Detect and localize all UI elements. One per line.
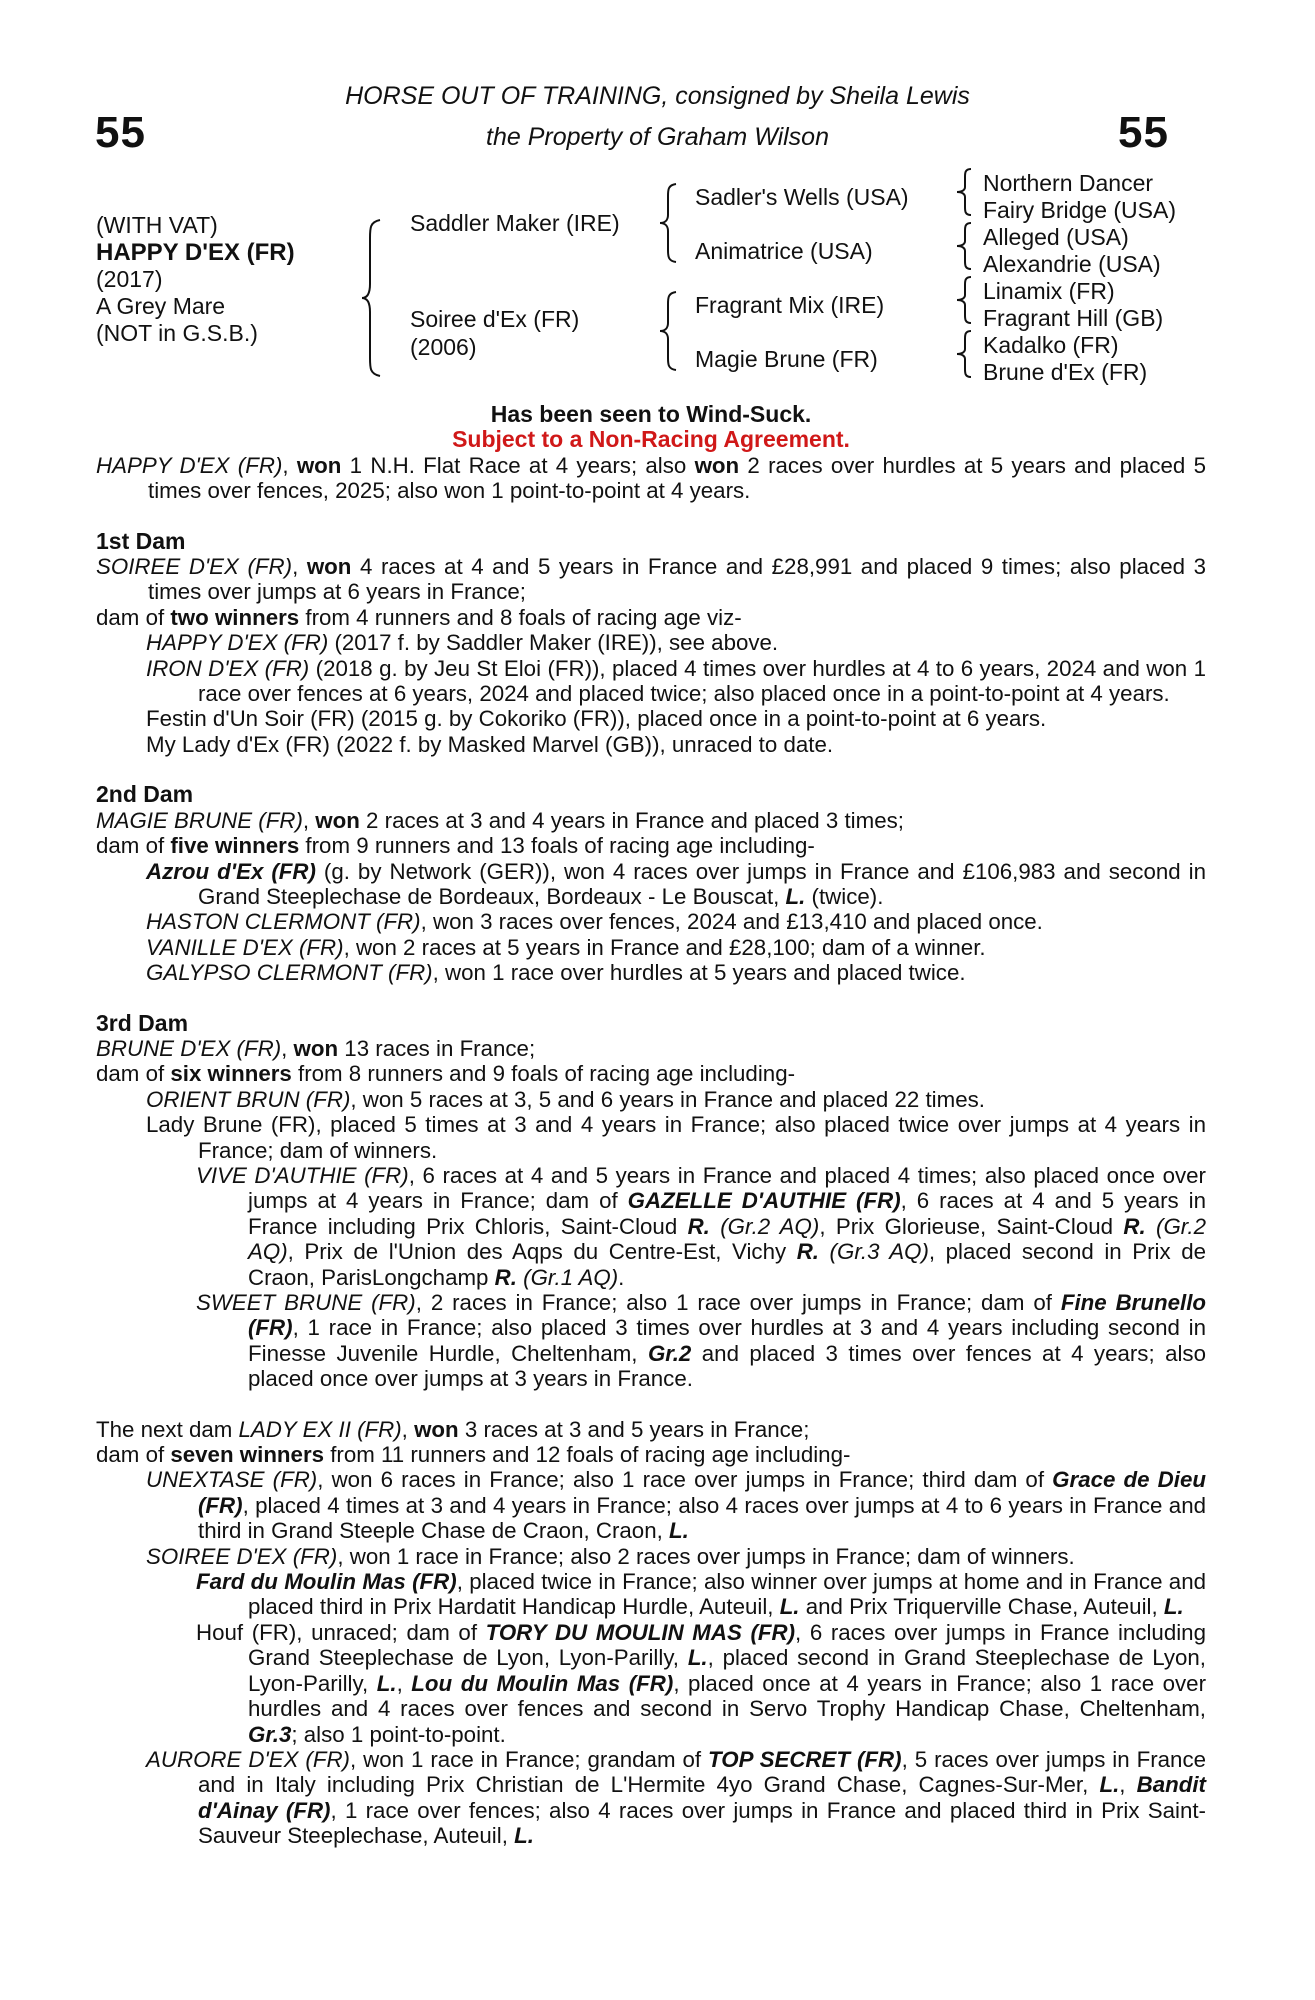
dam-name-inline: MAGIE BRUNE (FR): [96, 807, 303, 833]
progeny-text: and Prix Triquerville Chase, Auteuil,: [799, 1594, 1164, 1620]
progeny-name: Fard du Moulin Mas (FR): [196, 1569, 457, 1595]
dam-of-line: [96, 833, 1206, 858]
progeny-text: , placed second in Grand Steeplechase de Lyon, Lyon-Parilly,: [248, 1645, 1207, 1696]
race-grade: Gr.2: [647, 1340, 692, 1366]
race-grade: L.: [687, 1645, 708, 1671]
non-racing-agreement-notice: Subject to a Non-Racing Agreement.: [452, 426, 850, 453]
vat-label: (WITH VAT): [96, 212, 218, 238]
progeny-text: , placed twice in France; also winner over jumps at home and in France and placed third in Prix Hardatit Handicap Hurdle, Auteuil,: [248, 1569, 1207, 1620]
list-item: [96, 859, 1206, 910]
race-grade: R.: [796, 1239, 819, 1265]
dam-of-suffix: from 11 runners and 12 foals of racing age including-: [324, 1442, 851, 1468]
dam-record-text: 13 races in France;: [338, 1035, 536, 1061]
section-heading-2nd-dam: 2nd Dam: [96, 781, 194, 808]
won-label: won: [306, 554, 352, 580]
list-item: [96, 1087, 1206, 1112]
won-label: won: [296, 452, 342, 478]
progeny-text: , 5 races over jumps in France and in Italy including Prix Christian de L'Hermite 4yo Grand Chase, Cagnes-Sur-Mer,: [198, 1746, 1206, 1798]
pedigree-brace-main: [360, 218, 384, 378]
list-item: [96, 656, 1206, 707]
ancestor-1: Northern Dancer: [983, 170, 1154, 196]
record-text: 1 N.H. Flat Race at 4 years; also: [341, 452, 695, 478]
progeny-name: UNEXTASE (FR): [146, 1467, 318, 1493]
progeny-text: , won 1 race in France; also 2 races over jumps in France; dam of winners.: [337, 1543, 1075, 1569]
progeny-text: , placed once at 4 years in France; also 1 race over hurdles and 4 races over fences and second in Servo Trophy Handicap Chase, Cheltenham,: [248, 1670, 1207, 1722]
dam-of-line: [96, 1442, 1206, 1467]
winners-count: five winners: [170, 833, 300, 859]
record-text: 2 races over hurdles at 5 years and placed 5 times over fences, 2025; also won 1 point-to-point at 4 years.: [148, 452, 1206, 504]
dam-of-line: [96, 605, 1206, 630]
progeny-name: HASTON CLERMONT (FR): [146, 909, 421, 935]
winners-count: seven winners: [170, 1442, 325, 1468]
ancestor-3: Alleged (USA): [983, 224, 1129, 250]
race-grade: L.: [785, 883, 806, 909]
horse-name-inline: HAPPY D'EX (FR): [96, 452, 283, 478]
progeny-text: , placed 4 times at 3 and 4 years in France; also 4 races over jumps at 4 to 6 years in France and third in Grand Steeple Chase de Craon, Craon,: [198, 1492, 1206, 1544]
winners-count: six winners: [170, 1061, 292, 1087]
progeny-text: (2017 f. by Saddler Maker (IRE)), see above.: [328, 630, 779, 656]
race-grade: Gr.3: [248, 1721, 292, 1747]
progeny-name: ORIENT BRUN (FR): [146, 1086, 351, 1112]
progeny-name: HAPPY D'EX (FR): [146, 630, 329, 656]
progeny-name: Azrou d'Ex (FR): [146, 858, 316, 884]
progeny-name: SOIREE D'EX (FR): [146, 1543, 338, 1569]
progeny-name: TORY DU MOULIN MAS (FR): [485, 1619, 796, 1645]
progeny-name: Lou du Moulin Mas (FR): [411, 1670, 674, 1696]
progeny-text: , 1 race over fences; also 4 races over jumps in France and placed third in Prix Saint-Sauveur Steeplechase, Auteuil,: [198, 1797, 1206, 1849]
property-line: the Property of Graham Wilson: [486, 123, 829, 151]
progeny-name: VIVE D'AUTHIE (FR): [196, 1162, 409, 1188]
dam-of-prefix: dam of: [96, 833, 171, 859]
dam-sire-name: Fragrant Mix (IRE): [695, 292, 885, 318]
pedigree-brace-g4: [955, 329, 975, 379]
next-dam-prefix: The next dam: [96, 1416, 239, 1442]
catalogue-body: [96, 402, 1206, 1849]
progeny-name: Grace de Dieu (FR): [198, 1467, 1206, 1518]
list-item: [96, 1747, 1206, 1849]
sire-sire-name: Sadler's Wells (USA): [695, 184, 909, 210]
progeny-text: , won 1 race over hurdles at 5 years and placed twice.: [432, 960, 966, 986]
won-label: won: [694, 452, 740, 478]
consignor-line: HORSE OUT OF TRAINING, consigned by Sheila Lewis: [345, 82, 970, 110]
progeny-name: Bandit d'Ainay (FR): [198, 1772, 1206, 1823]
ancestor-8: Brune d'Ex (FR): [983, 359, 1148, 385]
ancestor-6: Fragrant Hill (GB): [983, 305, 1164, 331]
winners-count: two winners: [170, 604, 300, 630]
list-item: [96, 1290, 1206, 1392]
dam-of-line: [96, 1061, 1206, 1086]
dam-of-prefix: dam of: [96, 1442, 171, 1468]
lot-number-right: 55: [1118, 108, 1169, 157]
pedigree-brace-g1: [955, 167, 975, 217]
dam-name: Soiree d'Ex (FR): [410, 306, 580, 332]
progeny-text: Houf (FR), unraced; dam of: [196, 1619, 486, 1645]
progeny-text: ; also 1 point-to-point.: [291, 1721, 506, 1747]
pedigree-brace-g3: [955, 275, 975, 325]
list-item: [96, 1163, 1206, 1290]
dam-of-suffix: from 9 runners and 13 foals of racing age including-: [299, 833, 815, 859]
pedigree-brace-dam: [658, 290, 680, 372]
progeny-text: , 6 races at 4 and 5 years in France including Prix Chloris, Saint-Cloud: [248, 1188, 1206, 1239]
dam-of-prefix: dam of: [96, 1061, 171, 1087]
dam-name-inline: SOIREE D'EX (FR): [96, 554, 293, 580]
progeny-text: , won 3 races over fences, 2024 and £13,410 and placed once.: [420, 909, 1043, 935]
list-item: Festin d'Un Soir (FR) (2015 g. by Cokoriko (FR)), placed once in a point-to-point at 6 years.: [146, 706, 1047, 732]
dam-record-text: 2 races at 3 and 4 years in France and placed 3 times;: [359, 807, 904, 833]
pedigree-brace-sire: [658, 182, 680, 264]
race-grade: L.: [376, 1670, 397, 1696]
progeny-text: , won 5 races at 3, 5 and 6 years in France and placed 22 times.: [350, 1086, 985, 1112]
list-item: [96, 630, 1206, 655]
race-grade-detail: (Gr.3 AQ): [819, 1239, 929, 1265]
dam-record-text: 4 races at 4 and 5 years in France and £28,991 and placed 9 times; also placed 3 times over jumps at 6 years in France;: [148, 554, 1206, 605]
won-label: won: [293, 1035, 339, 1061]
section-heading-3rd-dam: 3rd Dam: [96, 1009, 189, 1036]
lot-number-left: 55: [95, 108, 146, 157]
gsb-status: (NOT in G.S.B.): [96, 320, 258, 346]
race-grade: L.: [514, 1823, 534, 1849]
dam-of-suffix: from 8 runners and 9 foals of racing age including-: [291, 1061, 796, 1087]
separator: ,: [1119, 1772, 1137, 1798]
dam-record: MAGIE BRUNE (FR), won 2 races at 3 and 4 years in France and placed 3 times;: [96, 807, 904, 833]
progeny-text: , 2 races in France; also 1 race over jumps in France; dam of: [415, 1290, 1061, 1315]
dam-record: SOIREE D'EX (FR), won 4 races at 4 and 5 years in France and £28,991 and placed 9 times; also placed 3 times over jumps at 6 years in France;: [96, 554, 1206, 605]
progeny-text: (2018 g. by Jeu St Eloi (FR)), placed 4 times over hurdles at 4 to 6 years, 2024 and won 1 race over fences at 6 years, 2024 and placed twice; also placed once in a point-to-point at 4 years.: [198, 655, 1207, 707]
progeny-text: , won 2 races at 5 years in France and £28,100; dam of a winner.: [343, 934, 986, 960]
ancestor-5: Linamix (FR): [983, 278, 1115, 304]
separator: ,: [401, 1416, 415, 1442]
race-grade: L.: [1099, 1772, 1120, 1798]
race-grade: R.: [687, 1213, 710, 1239]
progeny-name: VANILLE D'EX (FR): [146, 934, 344, 960]
race-grade: R.: [494, 1264, 517, 1290]
dam-dam-name: Magie Brune (FR): [695, 346, 878, 372]
ancestor-7: Kadalko (FR): [983, 332, 1119, 358]
progeny-name: AURORE D'EX (FR): [146, 1746, 350, 1772]
windsuck-notice: Has been seen to Wind-Suck.: [490, 401, 812, 427]
dam-record-text: 3 races at 3 and 5 years in France;: [458, 1416, 810, 1442]
dam-of-prefix: dam of: [96, 604, 171, 630]
progeny-name: SWEET BRUNE (FR): [196, 1290, 416, 1315]
progeny-text: , 6 races at 4 and 5 years in France and placed 4 times; also placed once over jumps at 4 years in France; dam of: [248, 1162, 1206, 1214]
next-dam-record: [96, 1417, 1206, 1442]
progeny-text: (g. by Network (GER)), won 4 races over jumps in France and £106,983 and second in Grand Steeplechase de Bordeaux, Bordeaux - Le Bouscat,: [198, 858, 1206, 909]
progeny-name: TOP SECRET (FR): [708, 1746, 902, 1772]
separator: ,: [396, 1670, 412, 1696]
won-label: won: [414, 1416, 459, 1442]
list-item: [96, 1544, 1206, 1569]
list-item: [96, 960, 1206, 985]
list-item: Lady Brune (FR), placed 5 times at 3 and 4 years in France; also placed twice over jumps at 4 years in France; dam of winners.: [146, 1112, 1206, 1163]
progeny-text: , 1 race in France; also placed 3 times over hurdles at 3 and 4 years including second in Finesse Juvenile Hurdle, Cheltenham,: [248, 1315, 1206, 1366]
dam-name-inline: LADY EX II (FR): [238, 1416, 402, 1442]
dam-record: BRUNE D'EX (FR), won 13 races in France;: [96, 1035, 536, 1061]
sire-name: Saddler Maker (IRE): [410, 210, 620, 236]
list-item: [96, 1569, 1206, 1620]
horse-description: A Grey Mare: [96, 293, 226, 319]
progeny-text: , 6 races over jumps in France including Grand Steeplechase de Lyon, Lyon-Parilly,: [248, 1619, 1206, 1671]
list-item: [96, 1620, 1206, 1747]
race-grade: L.: [668, 1518, 689, 1544]
progeny-name: IRON D'EX (FR): [146, 655, 310, 681]
progeny-name: Fine Brunello (FR): [248, 1290, 1207, 1341]
progeny-text: .: [618, 1264, 625, 1290]
list-item: [96, 935, 1206, 960]
sire-dam-name: Animatrice (USA): [695, 238, 873, 264]
progeny-name: GAZELLE D'AUTHIE (FR): [627, 1188, 901, 1214]
ancestor-4: Alexandrie (USA): [983, 251, 1161, 277]
dam-of-suffix: from 4 runners and 8 foals of racing age viz-: [299, 604, 742, 630]
race-grade: L.: [779, 1594, 800, 1620]
progeny-text: (twice).: [805, 883, 884, 909]
list-item: My Lady d'Ex (FR) (2022 f. by Masked Marvel (GB)), unraced to date.: [146, 731, 834, 757]
ancestor-2: Fairy Bridge (USA): [983, 197, 1176, 223]
progeny-text: , won 1 race in France; grandam of: [349, 1746, 709, 1772]
foaling-year: (2017): [96, 266, 163, 292]
racing-record: HAPPY D'EX (FR), won 1 N.H. Flat Race at 4 years; also won 2 races over hurdles at 5 years and placed 5 times over fences, 2025; also won 1 point-to-point at 4 years.: [96, 452, 1206, 504]
list-item: [96, 909, 1206, 934]
progeny-text: , Prix de l'Union des Aqps du Centre-Est, Vichy: [287, 1239, 797, 1265]
race-grade-detail: (Gr.2 AQ): [248, 1213, 1206, 1265]
progeny-text: , placed second in Prix de Craon, ParisLongchamp: [248, 1239, 1206, 1290]
progeny-text: and placed 3 times over fences at 4 years; also placed once over jumps at 3 years in France.: [248, 1340, 1206, 1392]
won-label: won: [315, 807, 360, 833]
section-heading-1st-dam: 1st Dam: [96, 527, 186, 554]
race-grade-detail: (Gr.2 AQ): [709, 1213, 820, 1239]
race-grade: R.: [1123, 1213, 1146, 1239]
pedigree-brace-g2: [955, 221, 975, 271]
dam-name-inline: BRUNE D'EX (FR): [96, 1035, 282, 1061]
race-grade-detail: (Gr.1 AQ): [516, 1264, 619, 1290]
horse-name: HAPPY D'EX (FR): [96, 239, 295, 266]
progeny-text: , won 6 races in France; also 1 race over jumps in France; third dam of: [317, 1467, 1053, 1493]
race-grade: L.: [1163, 1594, 1184, 1620]
list-item: [96, 1467, 1206, 1543]
progeny-text: , Prix Glorieuse, Saint-Cloud: [819, 1213, 1124, 1239]
progeny-name: GALYPSO CLERMONT (FR): [146, 960, 433, 986]
dam-year: (2006): [410, 334, 477, 360]
